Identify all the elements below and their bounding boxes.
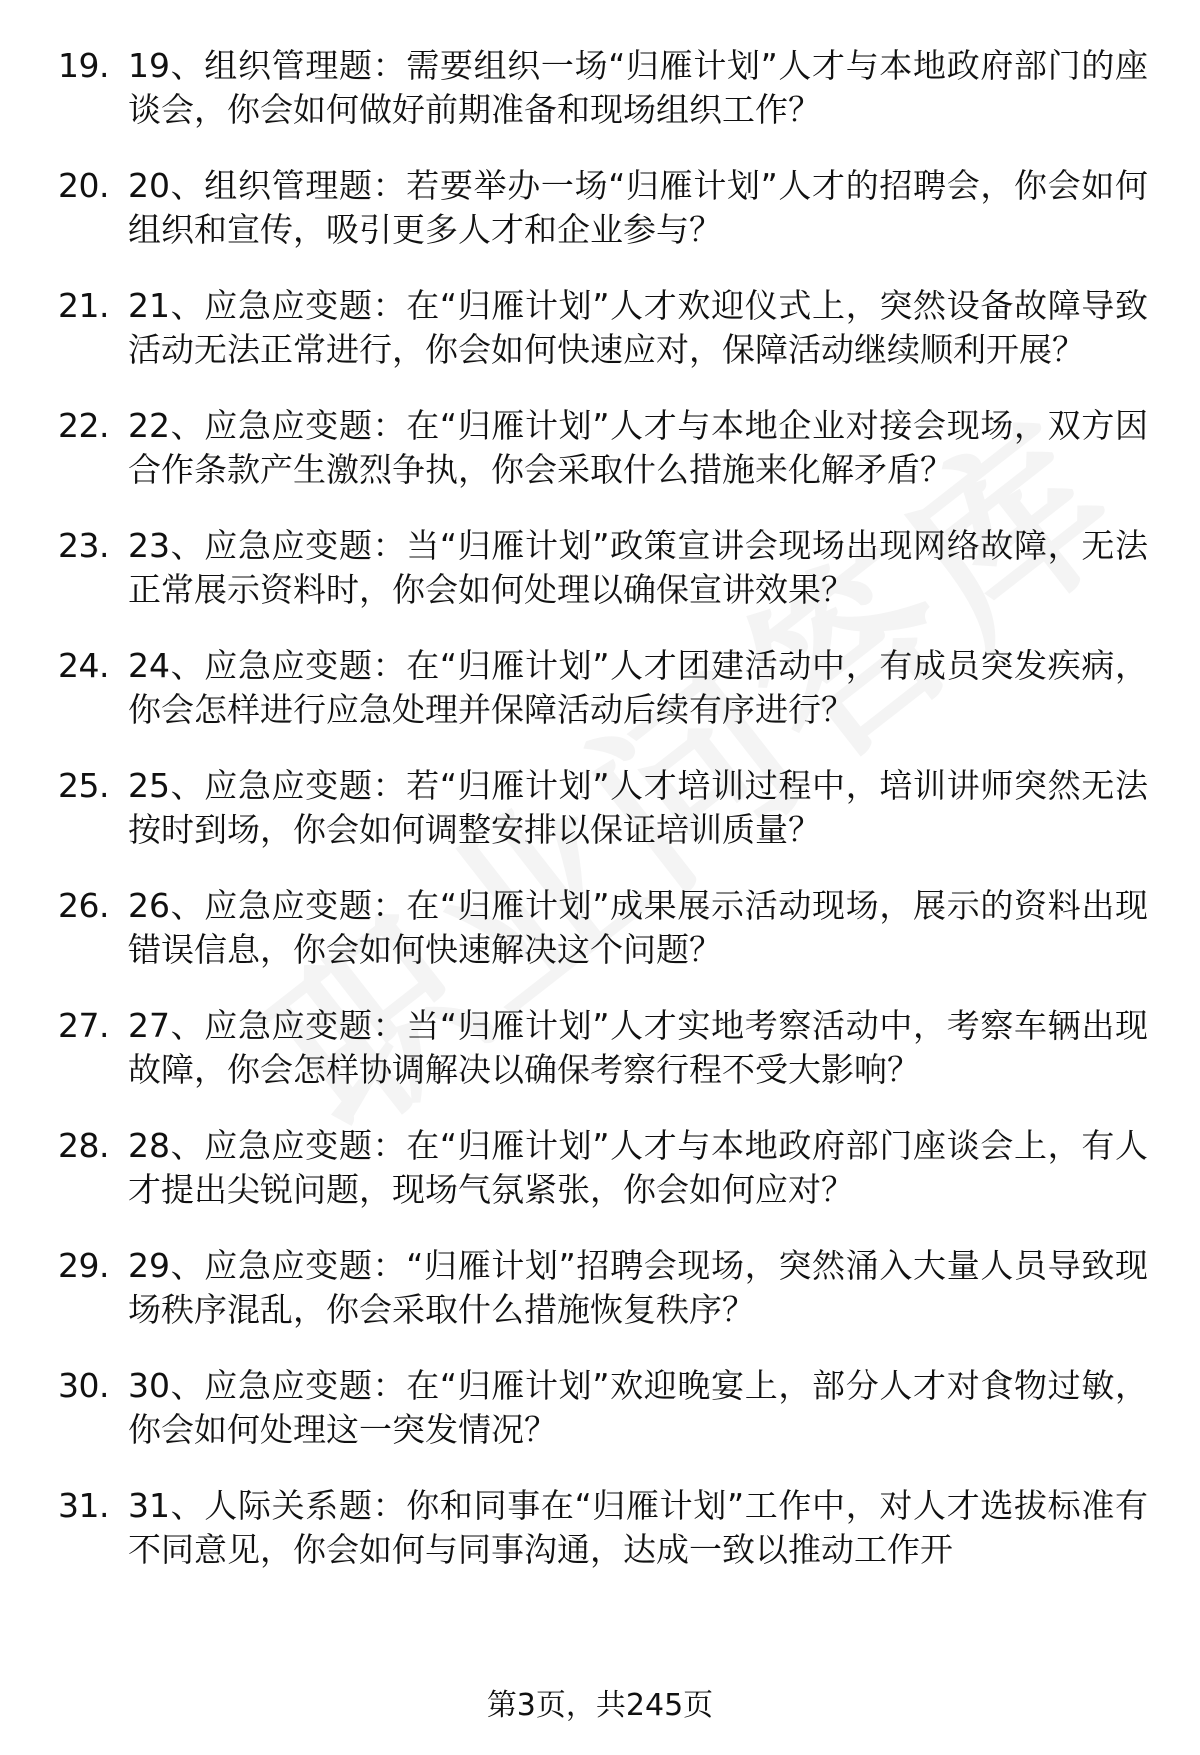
item-number: 24.: [58, 646, 109, 685]
item-text: 27、应急应变题：当“归雁计划”人才实地考察活动中，考察车辆出现故障，你会怎样协调解决以确保考察行程不受大影响？: [128, 1006, 1148, 1089]
list-item: [58, 44, 1148, 132]
item-number: 28.: [58, 1126, 109, 1165]
item-text: 28、应急应变题：在“归雁计划”人才与本地政府部门座谈会上，有人才提出尖锐问题，现场气氛紧张，你会如何应对？: [128, 1126, 1148, 1209]
item-number: 21.: [58, 286, 109, 325]
item-number: 31.: [58, 1486, 109, 1525]
item-text: 29、应急应变题：“归雁计划”招聘会现场，突然涌入大量人员导致现场秩序混乱，你会采取什么措施恢复秩序？: [128, 1246, 1148, 1329]
list-item: [58, 524, 1148, 612]
list-item: [58, 1004, 1148, 1092]
item-number: 30.: [58, 1366, 109, 1405]
item-text: 24、应急应变题：在“归雁计划”人才团建活动中，有成员突发疾病，你会怎样进行应急处理并保障活动后续有序进行？: [128, 646, 1148, 729]
item-text: 22、应急应变题：在“归雁计划”人才与本地企业对接会现场，双方因合作条款产生激烈争执，你会采取什么措施来化解矛盾？: [128, 406, 1148, 489]
list-item: [58, 284, 1148, 372]
item-text: 26、应急应变题：在“归雁计划”成果展示活动现场，展示的资料出现错误信息，你会如何快速解决这个问题？: [128, 886, 1148, 969]
item-number: 20.: [58, 166, 109, 205]
item-text: 23、应急应变题：当“归雁计划”政策宣讲会现场出现网络故障，无法正常展示资料时，你会如何处理以确保宣讲效果？: [128, 526, 1148, 609]
list-item: [58, 1484, 1148, 1572]
list-item: [58, 1364, 1148, 1452]
item-text: 19、组织管理题：需要组织一场“归雁计划”人才与本地政府部门的座谈会，你会如何做好前期准备和现场组织工作？: [128, 46, 1148, 129]
item-text: 30、应急应变题：在“归雁计划”欢迎晚宴上，部分人才对食物过敏，你会如何处理这一突发情况？: [128, 1366, 1148, 1449]
item-number: 27.: [58, 1006, 109, 1045]
question-list: [58, 44, 1148, 1604]
item-number: 23.: [58, 526, 109, 565]
item-text: 21、应急应变题：在“归雁计划”人才欢迎仪式上，突然设备故障导致活动无法正常进行，你会如何快速应对，保障活动继续顺利开展？: [128, 286, 1148, 369]
list-item: [58, 764, 1148, 852]
item-number: 19.: [58, 46, 109, 85]
item-number: 29.: [58, 1246, 109, 1285]
list-item: [58, 404, 1148, 492]
page-number-footer: 第3页，共245页: [486, 1688, 714, 1723]
item-text: 25、应急应变题：若“归雁计划”人才培训过程中，培训讲师突然无法按时到场，你会如何调整安排以保证培训质量？: [128, 766, 1148, 849]
list-item: [58, 164, 1148, 252]
item-text: 31、人际关系题：你和同事在“归雁计划”工作中，对人才选拔标准有不同意见，你会如何与同事沟通，达成一致以推动工作开: [128, 1486, 1148, 1569]
list-item: [58, 644, 1148, 732]
list-item: [58, 1244, 1148, 1332]
item-number: 22.: [58, 406, 109, 445]
list-item: [58, 1124, 1148, 1212]
item-number: 26.: [58, 886, 109, 925]
list-item: [58, 884, 1148, 972]
item-text: 20、组织管理题：若要举办一场“归雁计划”人才的招聘会，你会如何组织和宣传，吸引更多人才和企业参与？: [128, 166, 1148, 249]
item-number: 25.: [58, 766, 109, 805]
